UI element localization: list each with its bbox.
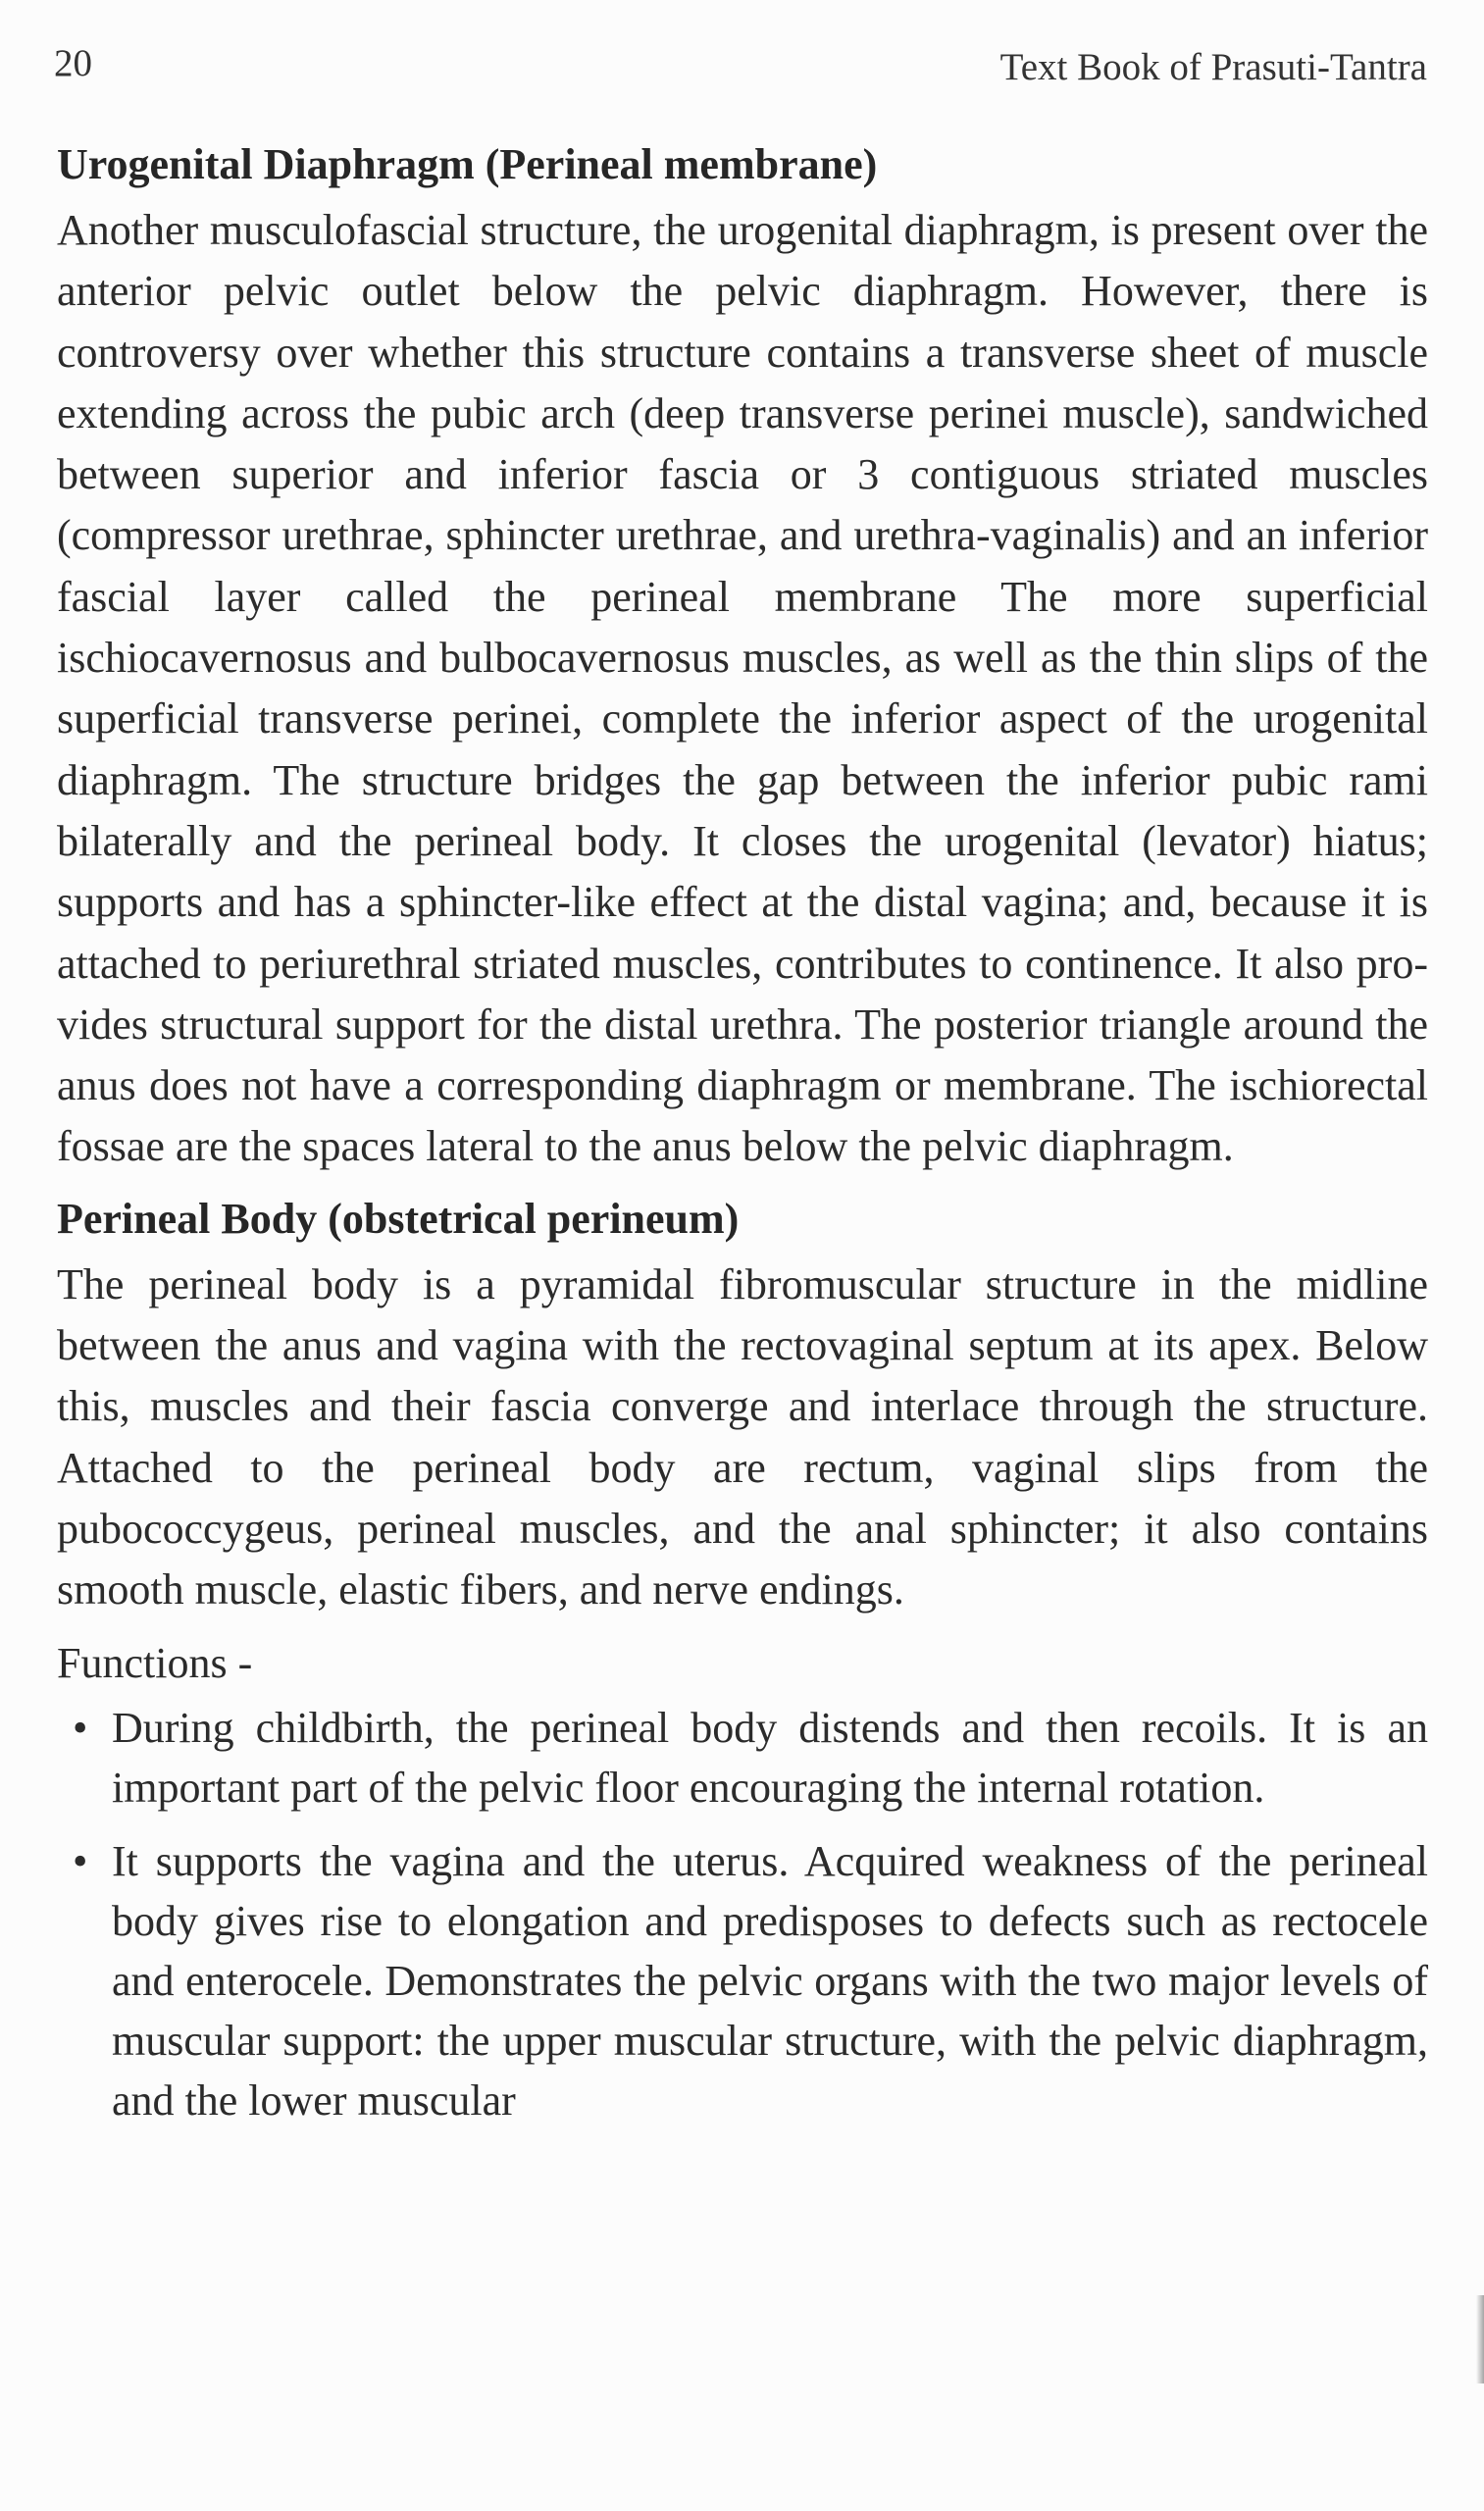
bullet-icon: • xyxy=(73,1836,88,1885)
bullet-icon: • xyxy=(73,1703,88,1752)
list-item-text: During childbirth, the perineal body distends and then recoils. It is an important part of the pelvic floor encouraging the internal rotation. xyxy=(112,1703,1428,1812)
page-content xyxy=(57,135,1428,2144)
page-header xyxy=(54,41,1427,90)
section-paragraph-perineal-body: The perineal body is a pyramidal fibromuscular structure in the midline between the anus and vagina with the rectovaginal septum at its apex. Below this, muscles and their fascia converge and interlace through the structure. Attached to the perineal body are rectum, vaginal slips from the pubococcygeus, perineal muscles, and the anal sphincter; it also contains smooth muscle, elastic fibers, and nerve endings. xyxy=(57,1259,1428,1614)
list-item xyxy=(57,1831,1428,2130)
section-paragraph-urogenital-diaphragm: Another musculofascial structure, the urogenital diaphragm, is present over the anterior pelvic outlet below the pelvic diaphragm. However, there is controversy over whether this structure contains a transverse sheet of muscle extending across the pubic arch (deep transverse perinei muscle), sandwiched between superior and inferior fascia or 3 contiguous striated muscles (compressor urethrae, sphincter urethrae, and urethra-vaginalis) and an inferior fascial layer called the perineal membrane The more superficial ischiocavernosus and bulbocavernosus muscles, as well as the thin slips of the superficial transverse perinei, complete the inferior aspect of the urogenital diaphragm. The structure bridges the gap between the inferior pubic rami bilaterally and the perineal body. It closes the urogenital (levator) hiatus; supports and has a sphincter-like effect at the distal vagina; and, because it is attached to periurethral striated muscles, contributes to continence. It also provides structural support for the distal urethra. The posterior triangle around the anus does not have a corresponding diaphragm or membrane. The ischiorectal fossae are the spaces lateral to the anus below the pelvic diaphragm. xyxy=(57,206,1428,1171)
running-title: Text Book of Prasuti-Tantra xyxy=(999,46,1427,88)
scan-edge-shadow xyxy=(1476,2295,1484,2383)
list-item-text: It supports the vagina and the uterus. Acquired weakness of the perineal body gives rise to elongation and predisposes to defects such as rectocele and enterocele. Demonstrates the pelvic organs with the two major levels of muscular support: the upper muscular structure, with the pelvic diaphragm, and the lower muscular xyxy=(112,1836,1428,2125)
section-heading-urogenital-diaphragm: Urogenital Diaphragm (Perineal membrane) xyxy=(57,140,878,188)
section-heading-perineal-body: Perineal Body (obstetrical perineum) xyxy=(57,1194,740,1243)
functions-label: Functions - xyxy=(57,1638,253,1687)
list-item xyxy=(57,1698,1428,1818)
functions-list xyxy=(57,1698,1428,2130)
page-number: 20 xyxy=(54,42,92,84)
